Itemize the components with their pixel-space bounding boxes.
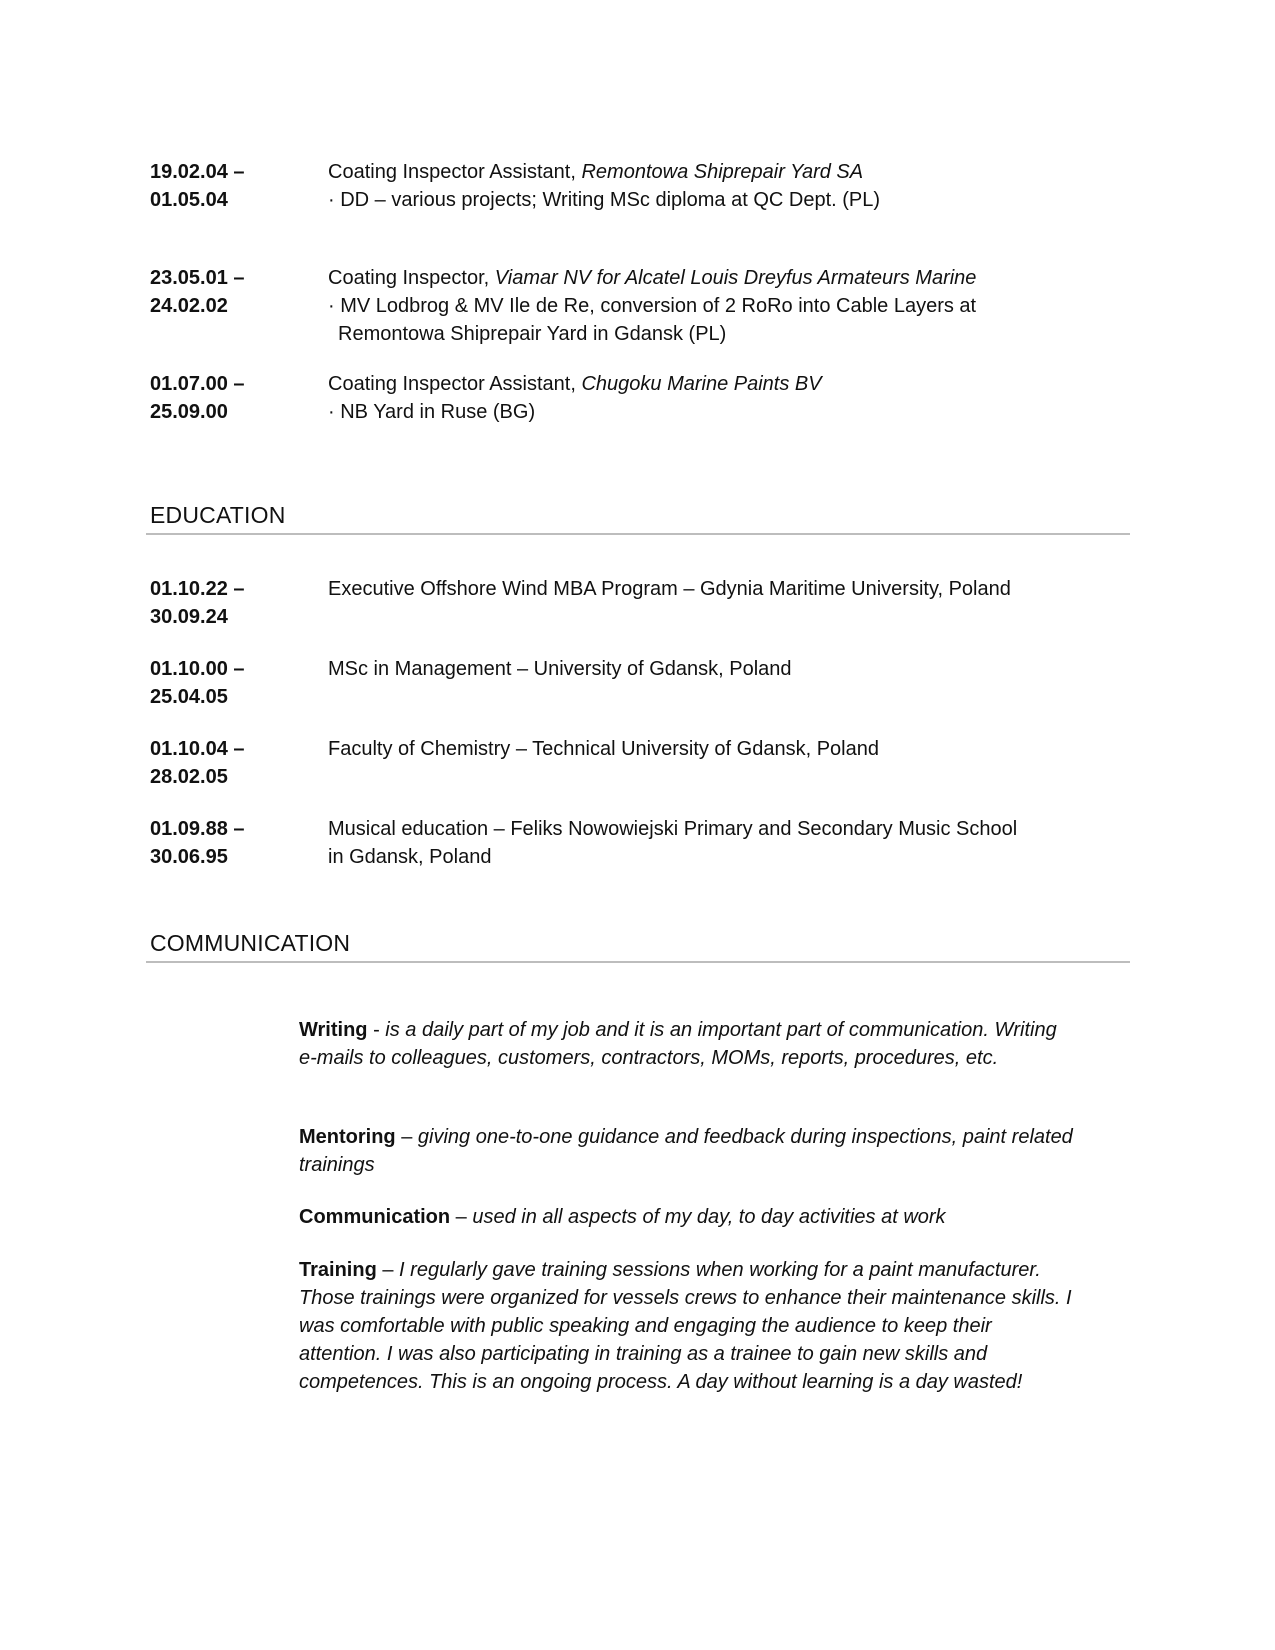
- entry-description: [328, 264, 1108, 348]
- section-divider: [146, 533, 1130, 535]
- education-title-cont: in Gdansk, Poland: [328, 846, 492, 868]
- communication-item: [299, 1203, 1079, 1231]
- start-date: 01.10.00 –: [150, 658, 245, 680]
- separator: –: [395, 1126, 418, 1148]
- end-date: 28.02.05: [150, 766, 228, 788]
- entry-dates: [150, 158, 310, 214]
- skill-description: I regularly gave training sessions when working for a paint manufacturer. Those trainings were organized for vessels crews to enhance their maintenance skills. I was comfortable with public speaking and engaging the audience to keep their attention. I was also participating in training as a trainee to gain new skills and competences. This is an ongoing process. A day without learning is a day wasted!: [299, 1259, 1072, 1393]
- communication-item: [299, 1123, 1079, 1179]
- start-date: 01.09.88 –: [150, 818, 245, 840]
- start-date: 01.10.22 –: [150, 578, 245, 600]
- start-date: 01.10.04 –: [150, 738, 245, 760]
- skill-term: Training: [299, 1259, 377, 1281]
- end-date: 24.02.02: [150, 295, 228, 317]
- role: Coating Inspector Assistant,: [328, 373, 582, 395]
- entry-detail: · MV Lodbrog & MV Ile de Re, conversion of 2 RoRo into Cable Layers at: [328, 295, 977, 317]
- entry-description: [328, 158, 1108, 214]
- start-date: 23.05.01 –: [150, 267, 245, 289]
- entry-detail: Remontowa Shiprepair Yard in Gdansk (PL): [338, 323, 727, 345]
- start-date: 19.02.04 –: [150, 161, 245, 183]
- separator: -: [367, 1019, 386, 1041]
- section-divider: [146, 961, 1130, 963]
- communication-heading: COMMUNICATION: [150, 930, 351, 956]
- role: Coating Inspector,: [328, 267, 495, 289]
- entry-description: [328, 655, 1108, 683]
- entry-description: [328, 815, 1108, 871]
- entry-detail: · NB Yard in Ruse (BG): [328, 401, 536, 423]
- company: Chugoku Marine Paints BV: [581, 373, 822, 395]
- education-title: Musical education – Feliks Nowowiejski Primary and Secondary Music School: [328, 818, 1018, 840]
- entry-title: [328, 264, 1108, 292]
- communication-item: [299, 1016, 1079, 1072]
- entry-title: [328, 158, 1108, 186]
- entry-dates: [150, 735, 310, 791]
- entry-dates: [150, 655, 310, 711]
- entry-title: [328, 370, 1108, 398]
- entry-description: [328, 575, 1108, 603]
- separator: –: [450, 1206, 473, 1228]
- entry-detail: · DD – various projects; Writing MSc diploma at QC Dept. (PL): [328, 189, 881, 211]
- education-title: MSc in Management – University of Gdansk, Poland: [328, 658, 792, 680]
- education-title: Faculty of Chemistry – Technical University of Gdansk, Poland: [328, 738, 879, 760]
- company: Remontowa Shiprepair Yard SA: [581, 161, 864, 183]
- entry-dates: [150, 370, 310, 426]
- company: Viamar NV for Alcatel Louis Dreyfus Armateurs Marine: [494, 267, 977, 289]
- separator: –: [376, 1259, 400, 1281]
- skill-description: giving one-to-one guidance and feedback during inspections, paint related trainings: [299, 1126, 1073, 1176]
- skill-term: Communication: [299, 1206, 451, 1228]
- entry-description: [328, 370, 1108, 426]
- end-date: 25.04.05: [150, 686, 228, 708]
- end-date: 01.05.04: [150, 189, 228, 211]
- start-date: 01.07.00 –: [150, 373, 245, 395]
- education-title: Executive Offshore Wind MBA Program – Gdynia Maritime University, Poland: [328, 578, 1011, 600]
- skill-term: Mentoring: [299, 1126, 396, 1148]
- entry-description: [328, 735, 1108, 763]
- end-date: 30.09.24: [150, 606, 228, 628]
- end-date: 30.06.95: [150, 846, 228, 868]
- role: Coating Inspector Assistant,: [328, 161, 582, 183]
- end-date: 25.09.00: [150, 401, 228, 423]
- education-heading: EDUCATION: [150, 502, 286, 528]
- entry-dates: [150, 575, 310, 631]
- communication-item: [299, 1256, 1079, 1396]
- entry-dates: [150, 815, 310, 871]
- skill-term: Writing: [299, 1019, 368, 1041]
- skill-description: is a daily part of my job and it is an important part of communication. Writing e-mails to colleagues, customers, contractors, MOMs, reports, procedures, etc.: [299, 1019, 1057, 1069]
- entry-dates: [150, 264, 310, 320]
- skill-description: used in all aspects of my day, to day activities at work: [472, 1206, 946, 1228]
